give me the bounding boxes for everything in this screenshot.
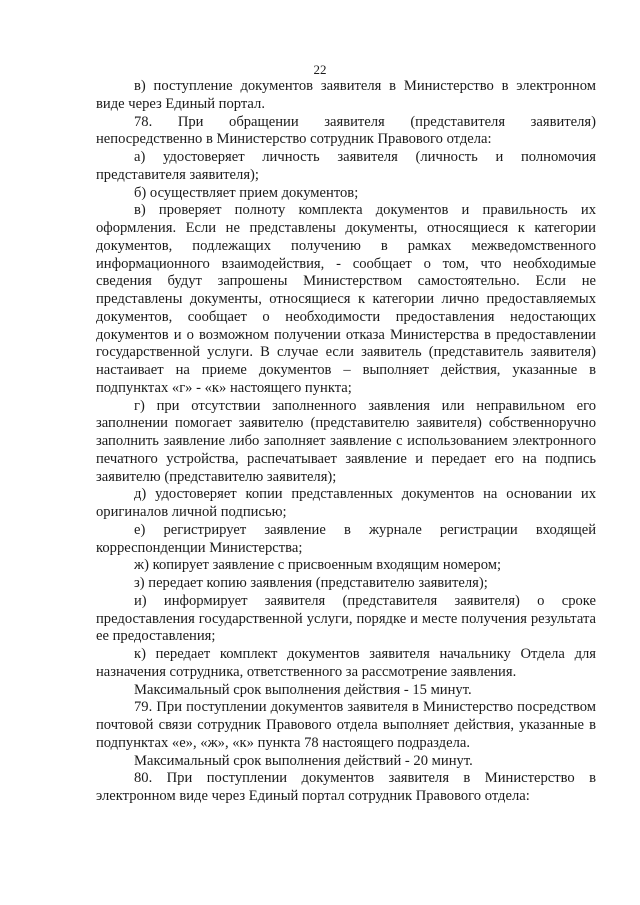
paragraph-item-v-electronic: в) поступление документов заявителя в Министерство в электронном виде через Единый портал.: [96, 78, 596, 112]
paragraph-79: 79. При поступлении документов заявителя в Министерство посредством почтовой связи сотрудник Правового отдела выполняет действия, указанные в подпунктах «е», «ж», «к» пункта 78 настоящего подраздела.: [96, 699, 596, 751]
paragraph-78-i: и) информирует заявителя (представителя заявителя) о сроке предоставления государственной услуги, порядке и месте получения результата ее предоставления;: [96, 592, 596, 645]
document-body: [96, 78, 596, 806]
paragraph-80-intro: 80. При поступлении документов заявителя в Министерство в электронном виде через Единый портал сотрудник Правового отдела:: [96, 770, 596, 804]
paragraph-78-z: з) передает копию заявления (представителю заявителя);: [134, 575, 488, 591]
paragraph-78-d: д) удостоверяет копии представленных документов на основании их оригиналов личной подписью;: [96, 486, 596, 520]
paragraph-78-intro: 78. При обращении заявителя (представителя заявителя) непосредственно в Министерство сотрудник Правового отдела:: [96, 113, 596, 148]
paragraph-78-e: е) регистрирует заявление в журнале регистрации входящей корреспонденции Министерства;: [96, 521, 596, 556]
paragraph-78-max-time: Максимальный срок выполнения действия - 15 минут.: [134, 681, 472, 698]
paragraph-79-max-time: Максимальный срок выполнения действий - 20 минут.: [134, 752, 473, 769]
paragraph-78-b: б) осуществляет прием документов;: [134, 184, 359, 201]
paragraph-78-zh: ж) копирует заявление с присвоенным входящим номером;: [134, 557, 502, 574]
paragraph-78-k: к) передает комплект документов заявителя начальнику Отдела для назначения сотрудника, ответственного за рассмотрение заявления.: [96, 646, 596, 680]
paragraph-78-v: в) проверяет полноту комплекта документов и правильность их оформления. Если не представлены документы, относящиеся к категории документов, подлежащих получению в рамках межведомственного информационного взаимодействия, - сообщает о том, что необходимые сведения будут запрошены Министерством самостоятельно. Если не представлены документы, относящиеся к категории лично предоставляемых документов, сообщает о необходимости предоставления недостающих документов и о возможном получении отказа Министерства в предоставлении государственной услуги. В случае если заявитель (представитель заявителя) настаивает на приеме документов – выполняет действия, указанные в подпунктах «г» - «к» настоящего пункта;: [96, 202, 596, 396]
page-number: 22: [313, 62, 327, 77]
paragraph-78-a: а) удостоверяет личность заявителя (личность и полномочия представителя заявителя);: [96, 149, 596, 183]
paragraph-78-g: г) при отсутствии заполненного заявления или неправильном его заполнении помогает заявителю (представителю заявителя) собственноручно заполнить заявление либо заполняет заявление с использованием электронного печатного устройства, распечатывает заявление и передает его на подпись заявителю (представителю заявителя);: [96, 397, 596, 485]
